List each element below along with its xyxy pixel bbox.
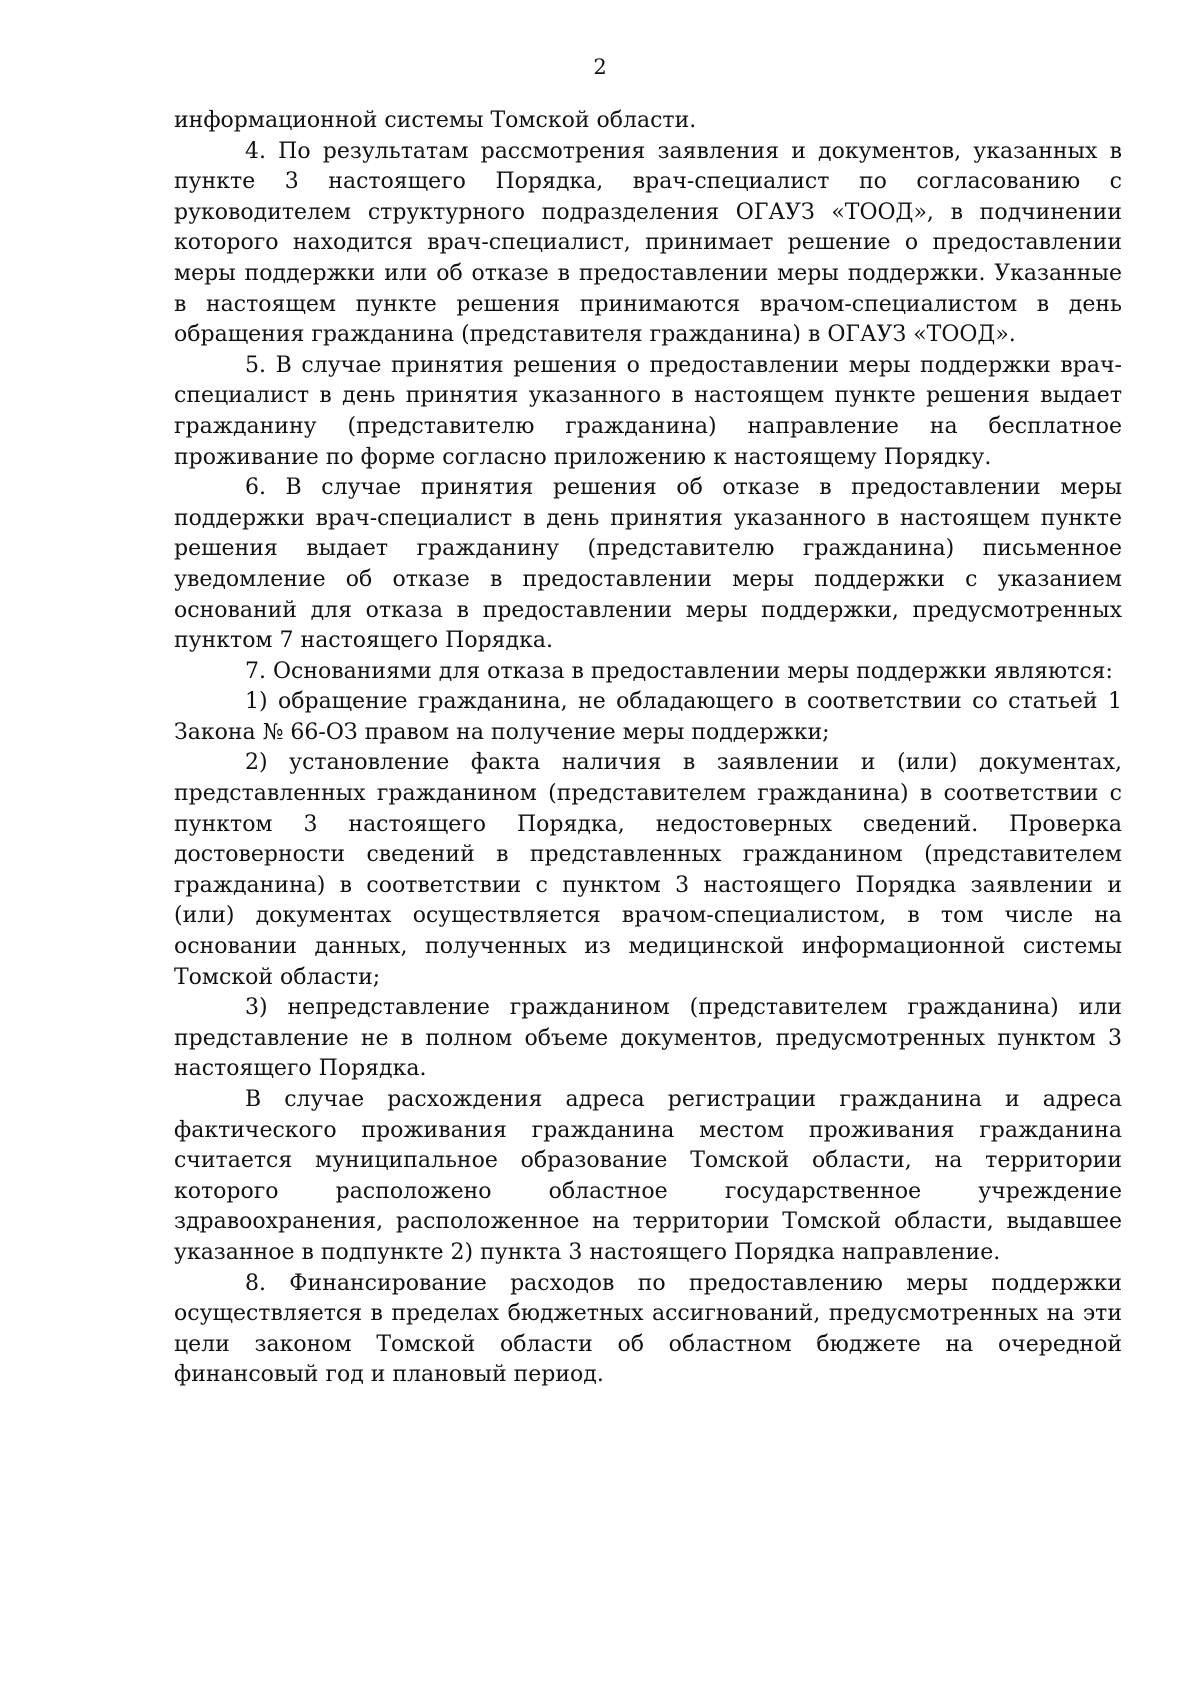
subitem-7-1: 1) обращение гражданина, не обладающего в соответствии со статьей 1 Закона № 66-ОЗ правом на получение меры поддержки; <box>174 689 1122 745</box>
paragraph-address-discrepancy: В случае расхождения адреса регистрации гражданина и адреса фактического проживания гражданина местом проживания гражданина считается муниципальное образование Томской области, на территории которого расположено областное государственное учреждение здравоохранения, расположенное на территории Томской области, выдавшее указанное в подпункте 2) пункта 3 настоящего Порядка направление. <box>174 1087 1122 1265</box>
paragraph-item-6: 6. В случае принятия решения об отказе в предоставлении меры поддержки врач-специалист в день принятия указанного в настоящем пункте решения выдает гражданину (представителю гражданина) письменное уведомление об отказе в предоставлении меры поддержки с указанием оснований для отказа в предоставлении меры поддержки, предусмотренных пунктом 7 настоящего Порядка. <box>174 475 1122 654</box>
paragraph-item-8: 8. Финансирование расходов по предоставлению меры поддержки осуществляется в пределах бюджетных ассигнований, предусмотренных на эти цели законом Томской области об областном бюджете на очередной финансовый год и плановый период. <box>174 1270 1122 1388</box>
page-number: 2 <box>593 55 607 79</box>
paragraph-item-5: 5. В случае принятия решения о предоставлении меры поддержки врач-специалист в день принятия указанного в настоящем пункте решения выдает гражданину (представителю гражданина) направление на бесплатное проживание по форме согласно приложению к настоящему Порядку. <box>174 352 1122 470</box>
subitem-7-3: 3) непредставление гражданином (представителем гражданина) или представление не в полном объеме документов, предусмотренных пунктом 3 настоящего Порядка. <box>174 995 1122 1082</box>
document-body <box>174 106 1122 1391</box>
paragraph-continuation: информационной системы Томской области. <box>174 108 697 133</box>
subitem-7-2: 2) установление факта наличия в заявлении и (или) документах, представленных гражданином (представителем гражданина) в соответствии с пунктом 3 настоящего Порядка, недостоверных сведений. Проверка достоверности сведений в представленных гражданином (представителем гражданина) в соответствии с пунктом 3 настоящего Порядка заявлении и (или) документах осуществляется врачом-специалистом, в том числе на основании данных, полученных из медицинской информационной системы Томской области; <box>174 750 1122 990</box>
paragraph-item-7: 7. Основаниями для отказа в предоставлении меры поддержки являются: <box>245 658 1113 684</box>
paragraph-item-4: 4. По результатам рассмотрения заявления и документов, указанных в пункте 3 настоящего Порядка, врач-специалист по согласованию с руководителем структурного подразделения ОГАУЗ «ТООД», в подчинении которого находится врач-специалист, принимает решение о предоставлении меры поддержки или об отказе в предоставлении меры поддержки. Указанные в настоящем пункте решения принимаются врачом-специалистом в день обращения гражданина (представителя гражданина) в ОГАУЗ «ТООД». <box>174 138 1122 348</box>
